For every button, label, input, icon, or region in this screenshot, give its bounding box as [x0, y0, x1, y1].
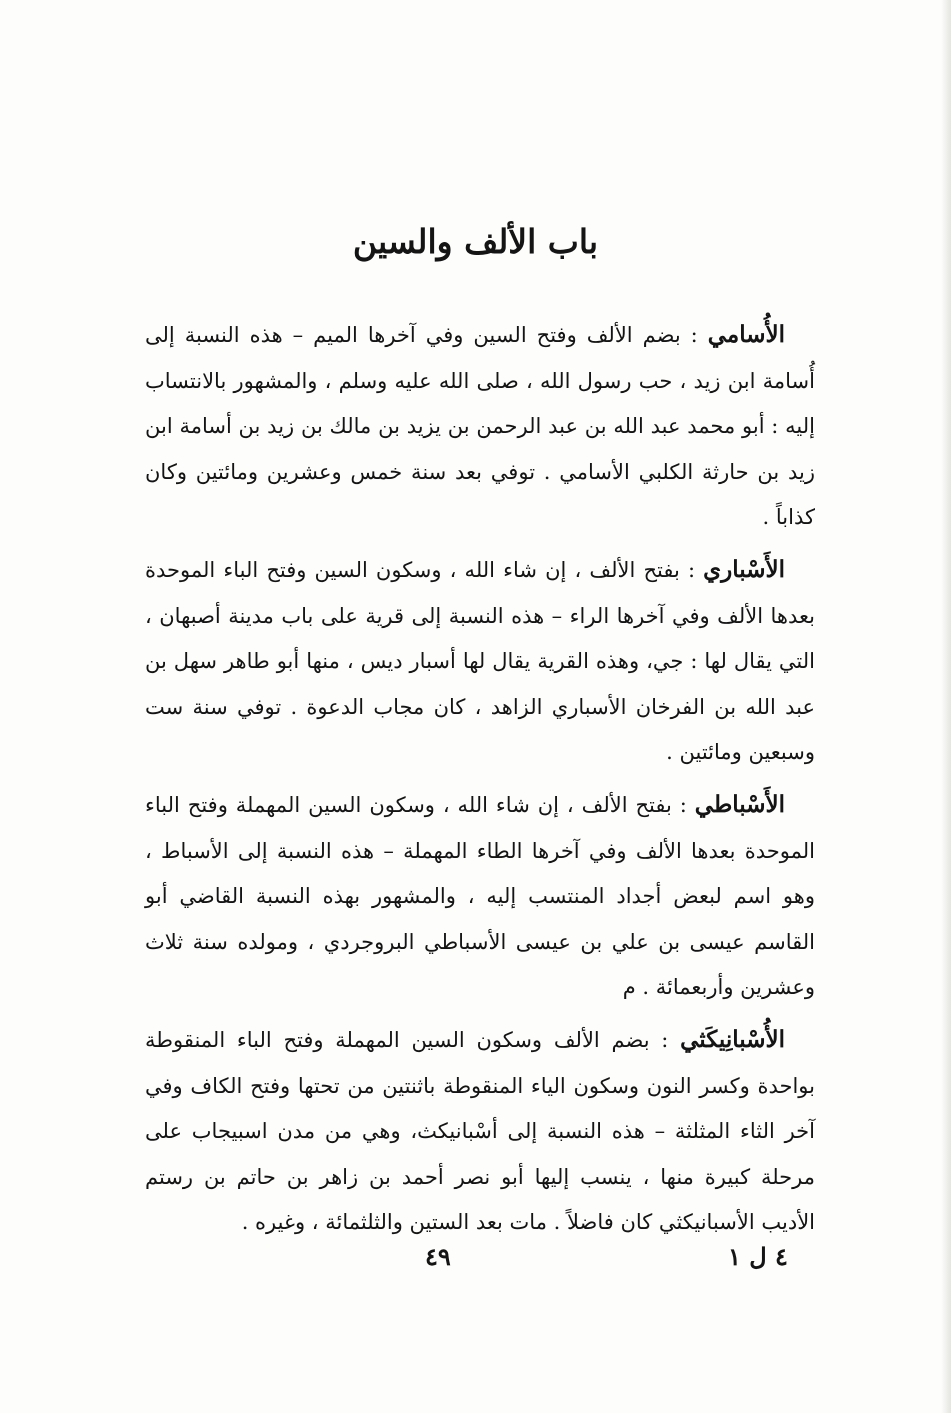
signature-mark: ٤ ل ١ [728, 1242, 788, 1271]
entry-term: الأُسامي [707, 321, 785, 348]
entry-term: الأَسْباطي [694, 790, 785, 818]
entry-definition: : بفتح الألف ، إن شاء الله ، وسكون السين وفتح الباء الموحدة بعدها الألف وفي آخرها الراء – هذه النسبة إلى قرية على باب مدينة أصبهان ، التي يقال لها : جي، وهذه القرية يقال لها أسبار ديس ، منها أبو طاهر سهل بن عبد الله بن الفرخان الأسباري الزاهد ، كان مجاب الدعوة . توفي سنة ست وسبعين ومائتين . [145, 557, 815, 765]
entry-al-usami [145, 312, 815, 541]
entry-definition: : بضم الألف وسكون السين المهملة وفتح الباء المنقوطة بواحدة وكسر النون وسكون الياء المنقوطة باثنتين من تحتها وفتح الكاف وفي آخر الثاء المثلثة – هذه النسبة إلى أسْبانيكث، وهي من مدن اسبيجاب على مرحلة كبيرة منها ، ينسب إليها أبو نصر أحمد بن زاهر بن حاتم بن رستم الأديب الأسبانيكثي كان فاضلاً . مات بعد الستين والثلثمائة ، وغيره . [145, 1027, 815, 1235]
entries-body [145, 312, 815, 1252]
entry-al-asbari [145, 547, 815, 776]
entry-term: الأُسْبانِيكَثي [680, 1025, 785, 1053]
entry-term: الأَسْباري [703, 555, 785, 583]
entry-al-asbati [145, 782, 815, 1011]
page-footer [0, 1242, 951, 1282]
entry-definition: : بفتح الألف ، إن شاء الله ، وسكون السين المهملة وفتح الباء الموحدة بعدها الألف وفي آخرها الطاء المهملة – هذه النسبة إلى الأسباط ، وهو اسم لبعض أجداد المنتسب إليه ، والمشهور بهذه النسبة القاضي أبو القاسم عيسى بن علي بن عيسى الأسباطي البروجردي ، ومولده سنة ثلاث وعشرين وأربعمائة . م [145, 792, 815, 1000]
entry-definition: : بضم الألف وفتح السين وفي آخرها الميم – هذه النسبة إلى أُسامة ابن زيد ، حب رسول الله ، صلى الله عليه وسلم ، والمشهور بالانتساب إليه : أبو محمد عبد الله بن عبد الرحمن بن يزيد بن مالك بن زيد بن أسامة ابن زيد بن حارثة الكلبي الأسامي . توفي بعد سنة خمس وعشرين ومائتين وكان كذاباً . [145, 323, 815, 530]
page-number: ٤٩ [425, 1242, 451, 1271]
entry-al-usbanikathi [145, 1017, 815, 1246]
chapter-heading: باب الألف والسين [352, 222, 599, 261]
scan-edge-shadow [941, 0, 951, 1413]
